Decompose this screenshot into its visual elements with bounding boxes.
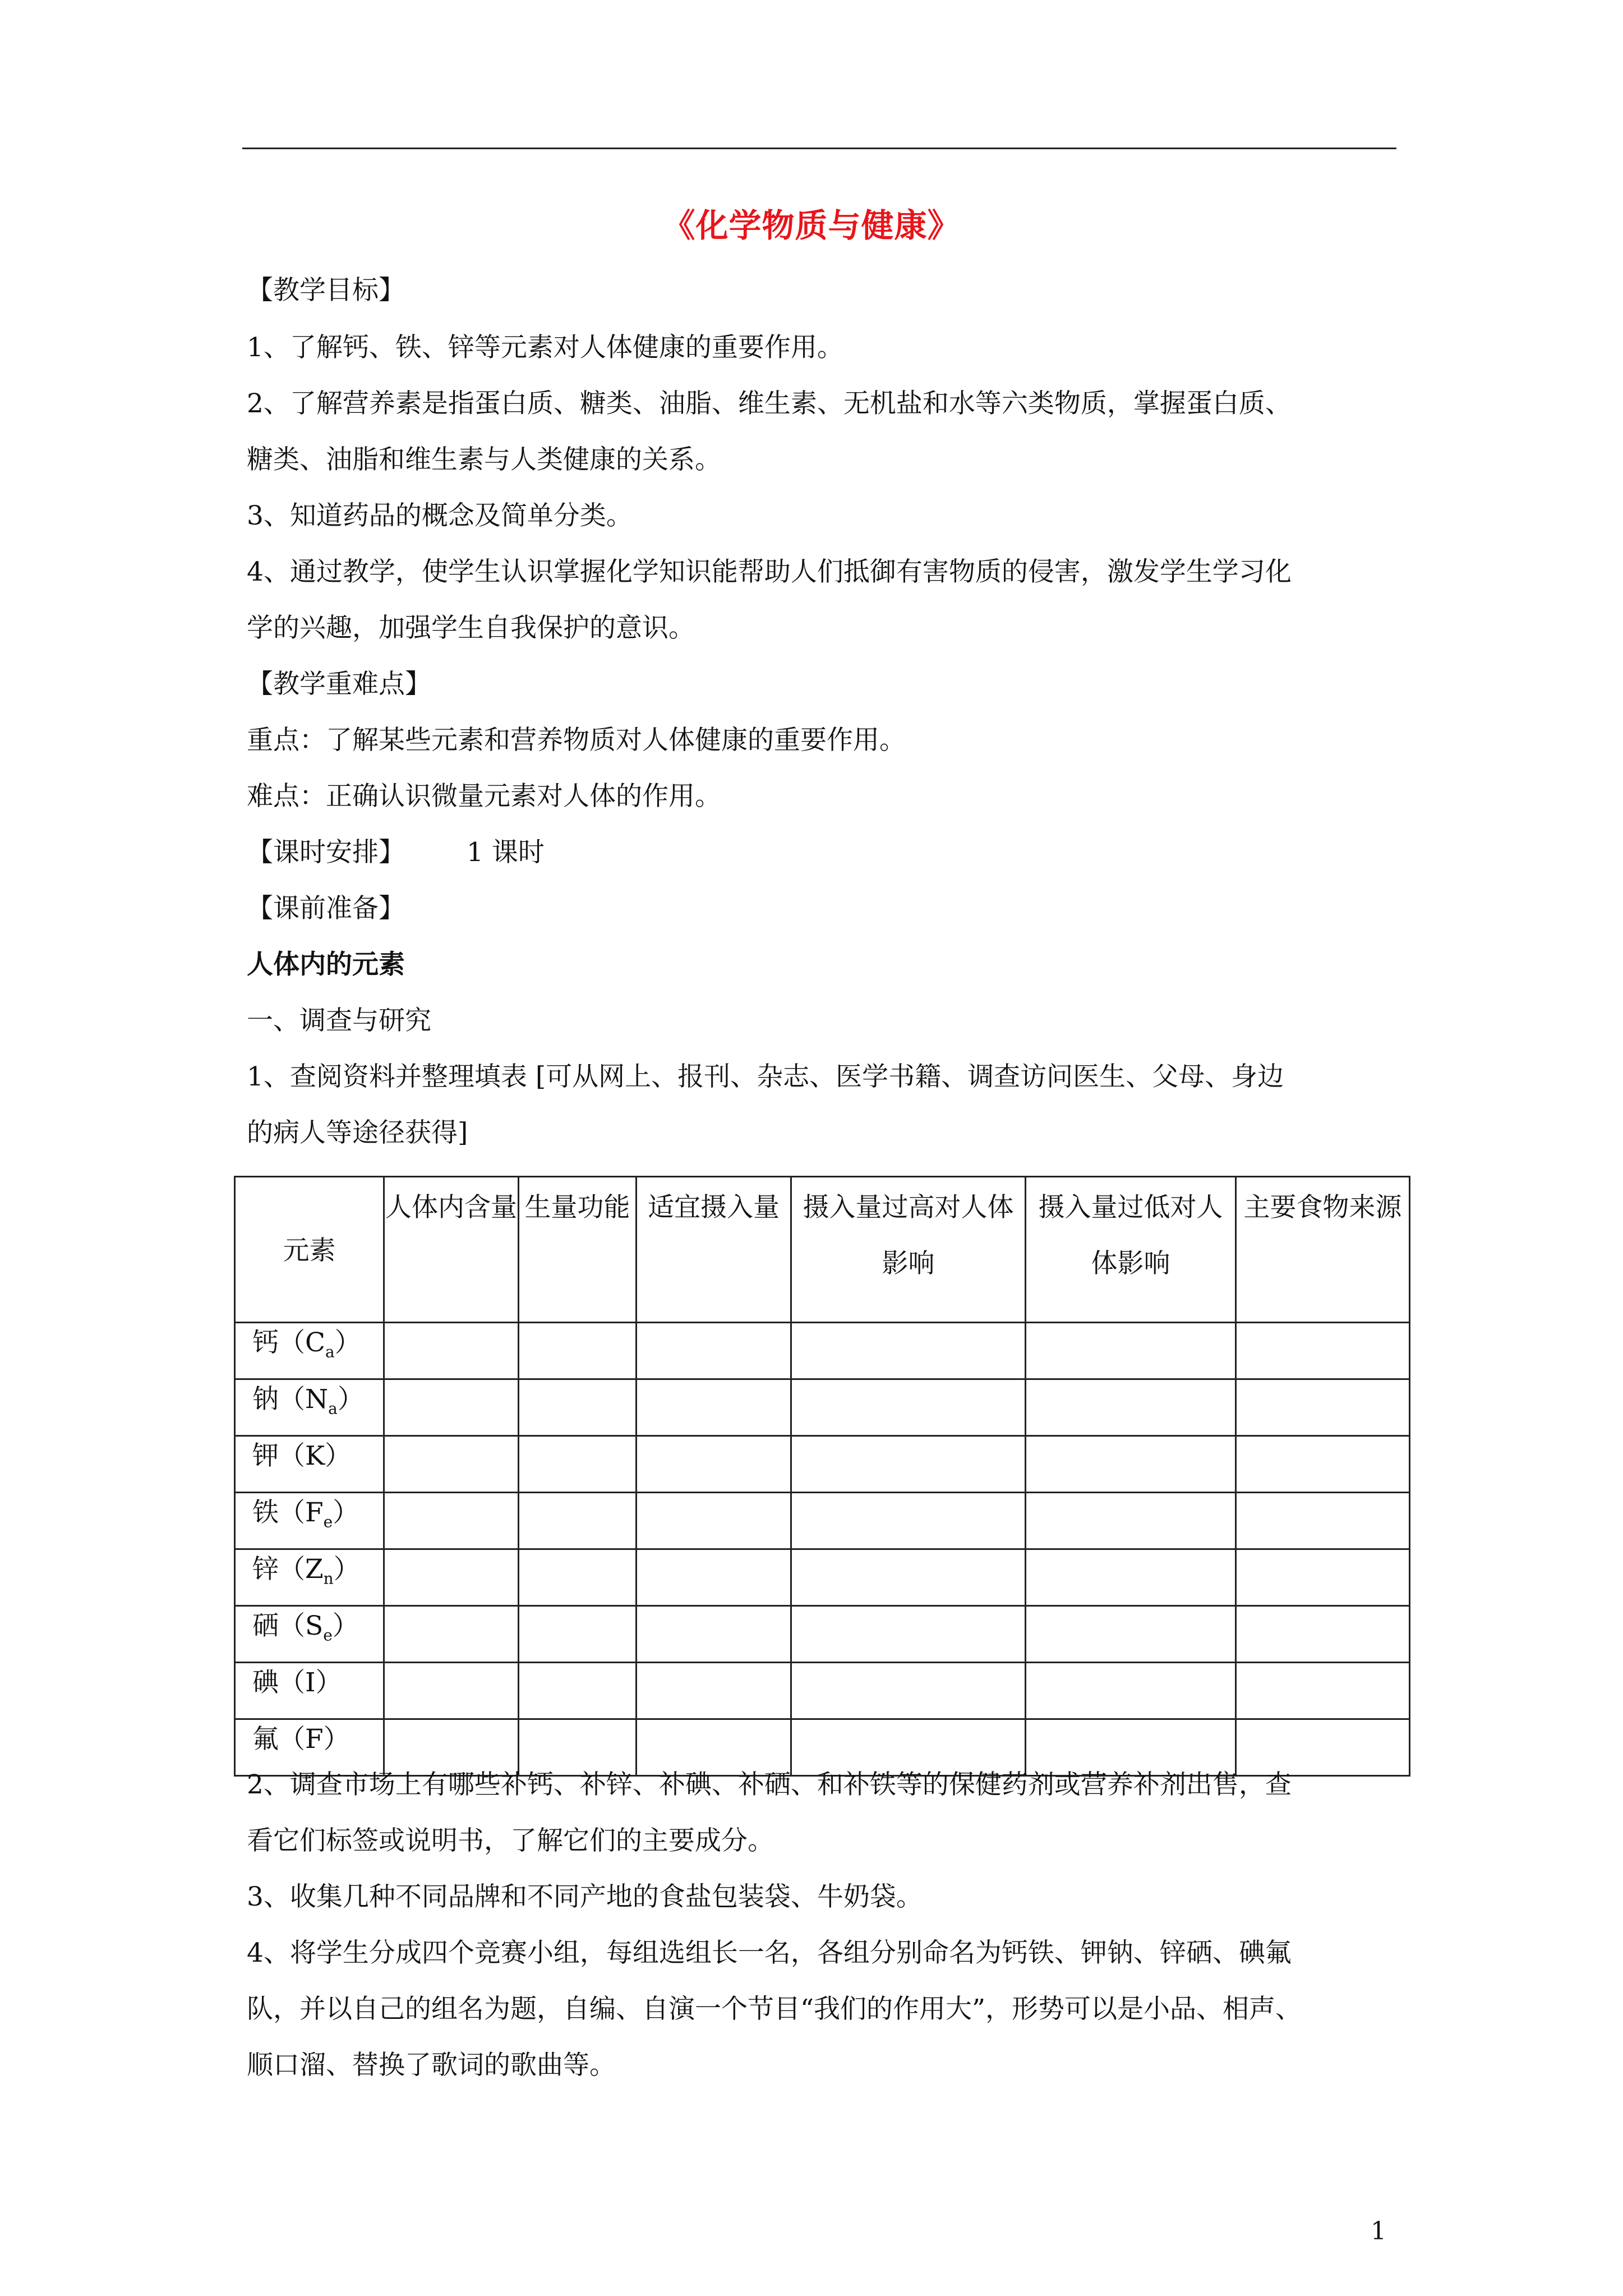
table-header: 元素 (235, 1177, 384, 1323)
paren-open: （ (279, 1497, 305, 1528)
element-name: 钾 (252, 1441, 279, 1471)
element-symbol: N (305, 1384, 329, 1415)
table-cell[interactable] (791, 1493, 1026, 1549)
task-line: 2、调查市场上有哪些补钙、补锌、补碘、补硒、和补铁等的保健药剂或营养补剂出售，查 (247, 1769, 1292, 1800)
table-header: 主要食物来源 (1236, 1177, 1410, 1323)
table-cell[interactable] (1026, 1323, 1236, 1379)
table-row (235, 1549, 1410, 1606)
table-cell[interactable] (791, 1606, 1026, 1663)
paren-close: ） (323, 1724, 350, 1755)
paren-open: （ (279, 1441, 305, 1471)
table-cell[interactable] (791, 1663, 1026, 1719)
paren-open: （ (279, 1667, 305, 1698)
task-line: 4、将学生分成四个竞赛小组，每组选组长一名，各组分别命名为钙铁、钾钠、锌硒、碘氟 (247, 1938, 1292, 1968)
section-heading-objectives: 【教学目标】 (247, 275, 405, 306)
element-cell (235, 1493, 384, 1549)
section-heading-preparation: 【课前准备】 (247, 893, 405, 924)
element-symbol-sub: e (323, 1626, 333, 1645)
task-line: 1、查阅资料并整理填表 [可从网上、报刊、杂志、医学书籍、调查访问医生、父母、身边 (247, 1061, 1284, 1092)
header-rule (242, 148, 1396, 149)
table-header: 生量功能 (519, 1177, 637, 1323)
task-line: 3、收集几种不同品牌和不同产地的食盐包装袋、牛奶袋。 (247, 1881, 923, 1912)
element-cell (235, 1719, 384, 1776)
element-symbol: Z (305, 1554, 324, 1585)
element-symbol-sub: n (323, 1569, 334, 1588)
table-cell[interactable] (519, 1606, 637, 1663)
table-cell[interactable] (1236, 1719, 1410, 1776)
paren-open: （ (279, 1724, 305, 1755)
table-cell[interactable] (1236, 1663, 1410, 1719)
objective-line: 学的兴趣，加强学生自我保护的意识。 (247, 613, 695, 643)
table-cell[interactable] (791, 1379, 1026, 1436)
element-name: 硒 (252, 1611, 279, 1641)
task-line: 的病人等途径获得] (247, 1117, 468, 1148)
element-symbol: F (305, 1497, 324, 1528)
table-cell[interactable] (384, 1606, 519, 1663)
page-title: 《化学物质与健康》 (662, 206, 961, 245)
element-name: 铁 (252, 1497, 279, 1528)
paren-open: （ (279, 1554, 305, 1585)
table-cell[interactable] (519, 1493, 637, 1549)
table-row (235, 1436, 1410, 1493)
difficulty-line: 难点：正确认识微量元素对人体的作用。 (247, 781, 721, 812)
table-header: 摄入量过低对人体影响 (1026, 1177, 1236, 1323)
table-cell[interactable] (519, 1719, 637, 1776)
section-heading-key-points: 【教学重难点】 (247, 669, 431, 700)
paren-close: ） (333, 1554, 360, 1585)
table-cell[interactable] (1236, 1436, 1410, 1493)
element-symbol: S (305, 1611, 324, 1641)
paren-close: ） (332, 1611, 359, 1641)
element-symbol: F (305, 1724, 324, 1755)
table-header: 摄入量过高对人体影响 (791, 1177, 1026, 1323)
element-symbol-sub: a (325, 1342, 335, 1361)
table-cell[interactable] (1236, 1493, 1410, 1549)
page-number: 1 (1371, 2217, 1386, 2246)
table-cell[interactable] (1026, 1493, 1236, 1549)
table-cell[interactable] (637, 1663, 791, 1719)
element-symbol: K (305, 1441, 325, 1471)
table-cell[interactable] (519, 1549, 637, 1606)
table-header: 人体内含量 (384, 1177, 519, 1323)
element-cell (235, 1379, 384, 1436)
table-cell[interactable] (384, 1323, 519, 1379)
table-cell[interactable] (637, 1379, 791, 1436)
table-cell[interactable] (1026, 1379, 1236, 1436)
table-row (235, 1323, 1410, 1379)
table-cell[interactable] (384, 1493, 519, 1549)
paren-close: ） (315, 1667, 342, 1698)
table-cell[interactable] (384, 1379, 519, 1436)
objective-line: 4、通过教学，使学生认识掌握化学知识能帮助人们抵御有害物质的侵害，激发学生学习化 (247, 556, 1292, 587)
element-name: 碘 (252, 1667, 279, 1698)
table-cell[interactable] (384, 1436, 519, 1493)
subheading-survey: 一、调查与研究 (247, 1005, 431, 1036)
paren-open: （ (279, 1384, 305, 1415)
objective-line: 2、了解营养素是指蛋白质、糖类、油脂、维生素、无机盐和水等六类物质，掌握蛋白质、 (247, 388, 1292, 419)
element-cell (235, 1323, 384, 1379)
table-cell[interactable] (384, 1549, 519, 1606)
table-header-row (235, 1177, 1410, 1323)
table-cell[interactable] (1236, 1323, 1410, 1379)
task-line: 队，并以自己的组名为题，自编、自演一个节目“我们的作用大”，形势可以是小品、相声、 (247, 1994, 1302, 2024)
table-cell[interactable] (637, 1493, 791, 1549)
objective-line: 1、了解钙、铁、锌等元素对人体健康的重要作用。 (247, 332, 843, 363)
table-cell[interactable] (791, 1436, 1026, 1493)
schedule-line (247, 836, 545, 869)
schedule-value: 1 课时 (467, 837, 545, 868)
table-row (235, 1379, 1410, 1436)
table-cell[interactable] (791, 1549, 1026, 1606)
table-row (235, 1663, 1410, 1719)
element-name: 锌 (252, 1554, 279, 1585)
element-cell (235, 1606, 384, 1663)
schedule-label: 【课时安排】 (247, 837, 405, 868)
element-cell (235, 1436, 384, 1493)
table-cell[interactable] (637, 1719, 791, 1776)
task-line: 看它们标签或说明书，了解它们的主要成分。 (247, 1825, 774, 1856)
task-line: 顺口溜、替换了歌词的歌曲等。 (247, 2050, 616, 2081)
objective-line: 糖类、油脂和维生素与人类健康的关系。 (247, 444, 721, 475)
table-header: 适宜摄入量 (637, 1177, 791, 1323)
table-cell[interactable] (384, 1719, 519, 1776)
table-row (235, 1719, 1410, 1776)
element-cell (235, 1663, 384, 1719)
table-cell[interactable] (1026, 1606, 1236, 1663)
element-symbol-sub: a (328, 1399, 338, 1418)
element-name: 钠 (252, 1384, 279, 1415)
table-cell[interactable] (791, 1719, 1026, 1776)
element-symbol-sub: e (323, 1512, 333, 1531)
element-symbol: I (305, 1667, 316, 1698)
table-cell[interactable] (1236, 1606, 1410, 1663)
table-row (235, 1606, 1410, 1663)
element-cell (235, 1549, 384, 1606)
table-cell[interactable] (637, 1606, 791, 1663)
table-cell[interactable] (1026, 1719, 1236, 1776)
table-cell[interactable] (791, 1323, 1026, 1379)
element-name: 氟 (252, 1724, 279, 1755)
table-row (235, 1493, 1410, 1549)
subheading-elements: 人体内的元素 (247, 949, 405, 980)
table-cell[interactable] (519, 1323, 637, 1379)
table-cell[interactable] (384, 1663, 519, 1719)
table-cell[interactable] (1236, 1379, 1410, 1436)
table-cell[interactable] (519, 1436, 637, 1493)
element-symbol: C (305, 1327, 325, 1358)
paren-close: ） (333, 1497, 359, 1528)
table-cell[interactable] (1026, 1549, 1236, 1606)
paren-close: ） (337, 1384, 364, 1415)
paren-open: （ (279, 1611, 305, 1641)
key-point-line: 重点：了解某些元素和营养物质对人体健康的重要作用。 (247, 725, 906, 756)
element-name: 钙 (252, 1327, 279, 1358)
element-survey-table (234, 1176, 1410, 1777)
paren-open: （ (279, 1327, 305, 1358)
table-cell[interactable] (637, 1549, 791, 1606)
table-cell[interactable] (637, 1436, 791, 1493)
table-cell[interactable] (1236, 1549, 1410, 1606)
objective-line: 3、知道药品的概念及简单分类。 (247, 500, 633, 531)
table-cell[interactable] (1026, 1436, 1236, 1493)
paren-close: ） (334, 1327, 361, 1358)
table-cell[interactable] (519, 1663, 637, 1719)
paren-close: ） (325, 1441, 352, 1471)
table-cell[interactable] (519, 1379, 637, 1436)
table-cell[interactable] (637, 1323, 791, 1379)
table-cell[interactable] (1026, 1663, 1236, 1719)
